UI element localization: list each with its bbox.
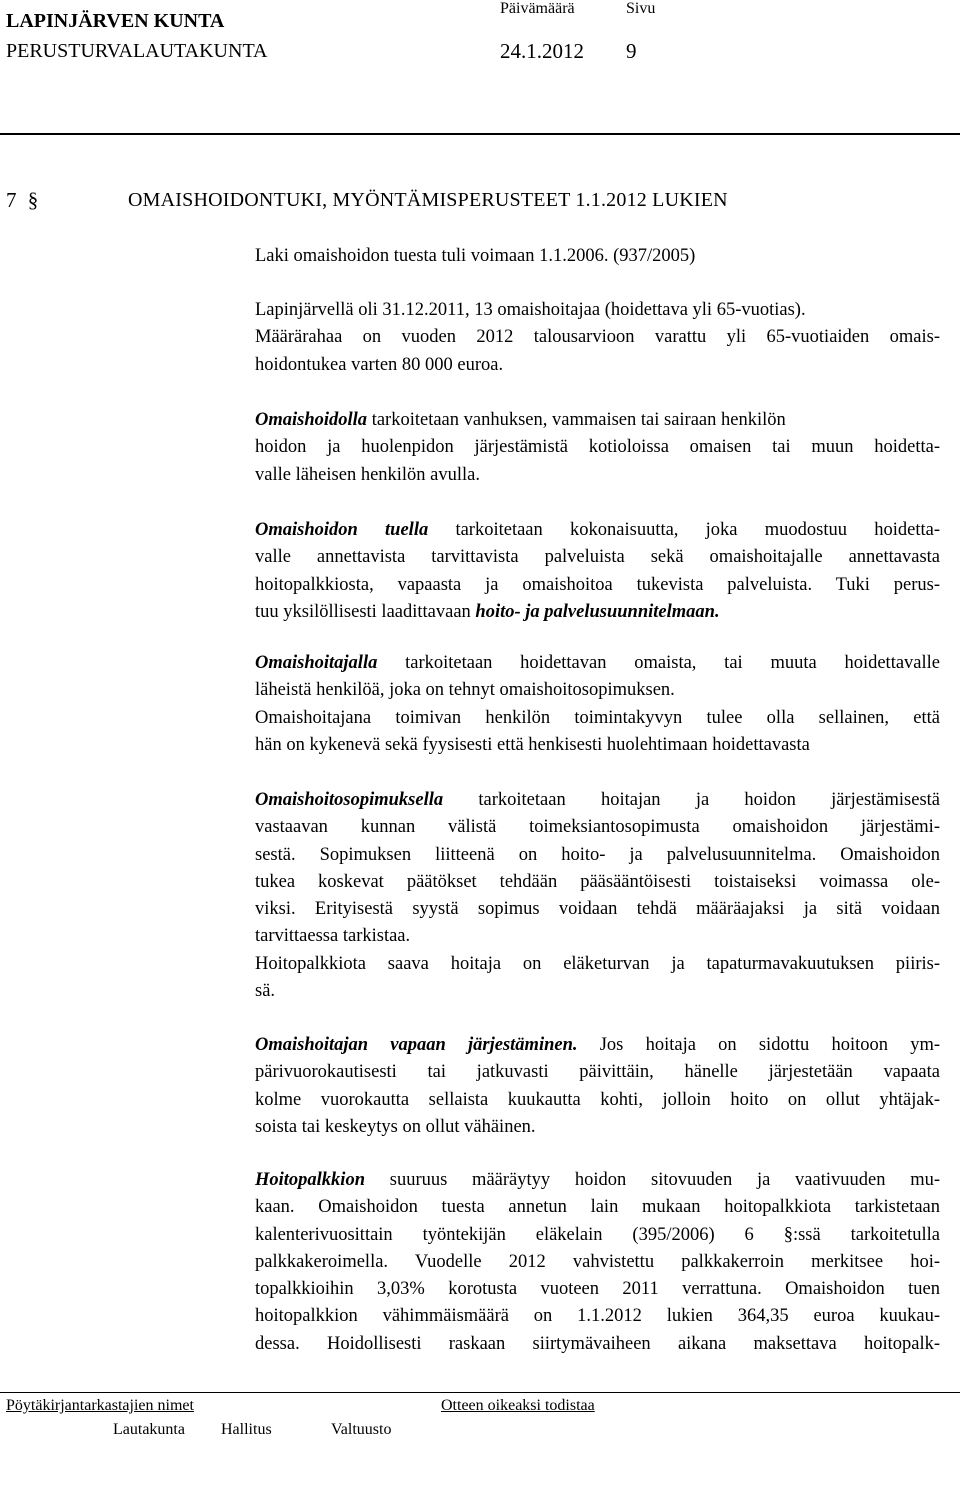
paragraph-line: kolme vuorokautta sellaista kuukautta kohti, jolloin hoito on ollut yhtäjak- [255, 1089, 940, 1110]
paragraph-line [255, 407, 940, 434]
paragraph-line: kalenterivuosittain työntekijän eläkelain (395/2006) 6 §:ssä tarkoitetulla [255, 1224, 940, 1245]
footer-col-valtuusto: Valtuusto [331, 1421, 392, 1438]
paragraph-omaishoidolla [255, 407, 940, 489]
paragraph-line: topalkkioihin 3,03% korotusta vuoteen 2011 verrattuna. Omaishoidon tuen [255, 1279, 940, 1300]
term-omaishoidolla: Omaishoidolla [255, 410, 368, 430]
paragraph-line: palkkakeroimella. Vuodelle 2012 vahvistettu palkkakerroin merkitsee hoi- [255, 1251, 940, 1272]
footer-col-lautakunta: Lautakunta [113, 1421, 185, 1438]
paragraph-line: sestä. Sopimuksen liitteenä on hoito- ja palvelusuunnitelma. Omaishoidon [255, 844, 940, 865]
paragraph-line [255, 650, 940, 677]
paragraph-line: valle läheisen henkilön avulla. [255, 464, 481, 485]
paragraph-line [255, 1167, 940, 1194]
paragraph-line: soista tai keskeytys on ollut vähäinen. [255, 1116, 536, 1137]
paragraph-text: tarkoitetaan hoidettavan omaista, tai muuta hoidettavalle [377, 653, 940, 673]
paragraph-line [255, 787, 940, 814]
paragraph-caregivers [255, 297, 940, 379]
paragraph-line: Hoitopalkkiota saava hoitaja on eläketurvan ja tapaturmavakuutuksen piiris- [255, 953, 940, 974]
paragraph-line: tarvittaessa tarkistaa. [255, 926, 411, 947]
paragraph-line: Määrärahaa on vuoden 2012 talousarvioon varattu yli 65-vuotiaiden omais- [255, 327, 940, 348]
paragraph-omaishoitajalla [255, 650, 940, 759]
reviewers-label: Pöytäkirjantarkastajien nimet [6, 1397, 194, 1414]
paragraph-line [255, 1032, 940, 1059]
footer-col-hallitus: Hallitus [221, 1421, 272, 1438]
term-omaishoitosopimuksella: Omaishoitosopimuksella [255, 790, 444, 810]
paragraph-line: pärivuorokautisesti tai jatkuvasti päivittäin, hänelle järjestetään vapaata [255, 1062, 940, 1083]
page-label: Sivu [626, 0, 656, 17]
paragraph-line: Lapinjärvellä oli 31.12.2011, 13 omaishoitajaa (hoidettava yli 65-vuotias). [255, 300, 806, 320]
paragraph-text: tarkoitetaan hoitajan ja hoidon järjestämisestä [443, 790, 940, 810]
term-omaishoidon-tuella: Omaishoidon tuella [255, 520, 429, 540]
section-number [6, 188, 38, 213]
paragraph-line [255, 599, 940, 626]
paragraph-line [255, 517, 940, 544]
page-value: 9 [626, 39, 637, 63]
paragraph-text: suuruus määräytyy hoidon sitovuuden ja vaativuuden mu- [365, 1170, 940, 1190]
paragraph-line: dessa. Hoidollisesti raskaan siirtymävaiheen aikana maksettava hoitopalk- [255, 1333, 940, 1354]
paragraph-line: hoitopalkkion vähimmäismäärä on 1.1.2012 lukien 364,35 euroa kuukau- [255, 1306, 940, 1327]
paragraph-line: sä. [255, 981, 276, 1002]
paragraph-line: hoidon ja huolenpidon järjestämistä kotioloissa omaisen tai muun hoidetta- [255, 437, 940, 458]
certified-label: Otteen oikeaksi todistaa [441, 1397, 595, 1414]
paragraph-line: läheistä henkilöä, joka on tehnyt omaishoitosopimuksen. [255, 680, 675, 701]
paragraph-line: Laki omaishoidon tuesta tuli voimaan 1.1.2006. (937/2005) [255, 246, 696, 266]
paragraph-line: hoitopalkkiosta, vapaasta ja omaishoitoa tukevista palveluista. Tuki perus- [255, 574, 940, 595]
term-care-plan: hoito- ja palvelusuunnitelmaan. [475, 601, 720, 622]
paragraph-line: tukea koskevat päätökset tehdään pääsääntöisesti toistaiseksi voimassa ole- [255, 871, 940, 892]
organization-name: LAPINJÄRVEN KUNTA [6, 10, 225, 32]
paragraph-line: kaan. Omaishoidon tuesta annetun lain mukaan hoitopalkkiota tarkistetaan [255, 1197, 940, 1218]
paragraph-omaishoidon-tuella [255, 517, 940, 626]
paragraph-line: valle annettavista tarvittavista palveluista sekä omaishoitajalle annettavasta [255, 547, 940, 568]
term-hoitopalkkion: Hoitopalkkion [255, 1170, 365, 1190]
section-number-value: 7 [6, 188, 17, 212]
term-omaishoitajalla: Omaishoitajalla [255, 653, 378, 673]
section-symbol: § [27, 188, 39, 212]
paragraph-text: Jos hoitaja on sidottu hoitoon ym- [577, 1035, 940, 1055]
header-rule [0, 133, 960, 135]
footer-rule [0, 1392, 960, 1393]
board-name: PERUSTURVALAUTAKUNTA [6, 40, 268, 62]
paragraph-text: tarkoitetaan kokonaisuutta, joka muodostuu hoidetta- [428, 520, 940, 540]
paragraph-line: hoidontukea varten 80 000 euroa. [255, 354, 504, 375]
paragraph-omaishoitosopimuksella [255, 787, 940, 1005]
paragraph-text: tarkoitetaan vanhuksen, vammaisen tai sairaan henkilön [367, 410, 786, 430]
paragraph-vapaa [255, 1032, 940, 1141]
section-title: OMAISHOIDONTUKI, MYÖNTÄMISPERUSTEET 1.1.2012 LUKIEN [128, 189, 728, 211]
paragraph-line: vastaavan kunnan välistä toimeksiantosopimusta omaishoidon järjestämi- [255, 817, 940, 838]
paragraph-hoitopalkkio [255, 1167, 940, 1358]
paragraph-line: Omaishoitajana toimivan henkilön toimintakyvyn tulee olla sellainen, että [255, 707, 940, 728]
date-label: Päivämäärä [500, 0, 575, 17]
term-vapaan-jarjestaminen: Omaishoitajan vapaan järjestäminen. [255, 1035, 578, 1055]
paragraph-law [255, 243, 940, 270]
paragraph-line: hän on kykenevä sekä fyysisesti että henkisesti huolehtimaan hoidettavasta [255, 734, 810, 755]
paragraph-text: tuu yksilöllisesti laadittavaan [255, 601, 476, 622]
paragraph-line: viksi. Erityisestä syystä sopimus voidaan tehdä määräajaksi ja sitä voidaan [255, 899, 940, 920]
date-value: 24.1.2012 [500, 39, 584, 63]
